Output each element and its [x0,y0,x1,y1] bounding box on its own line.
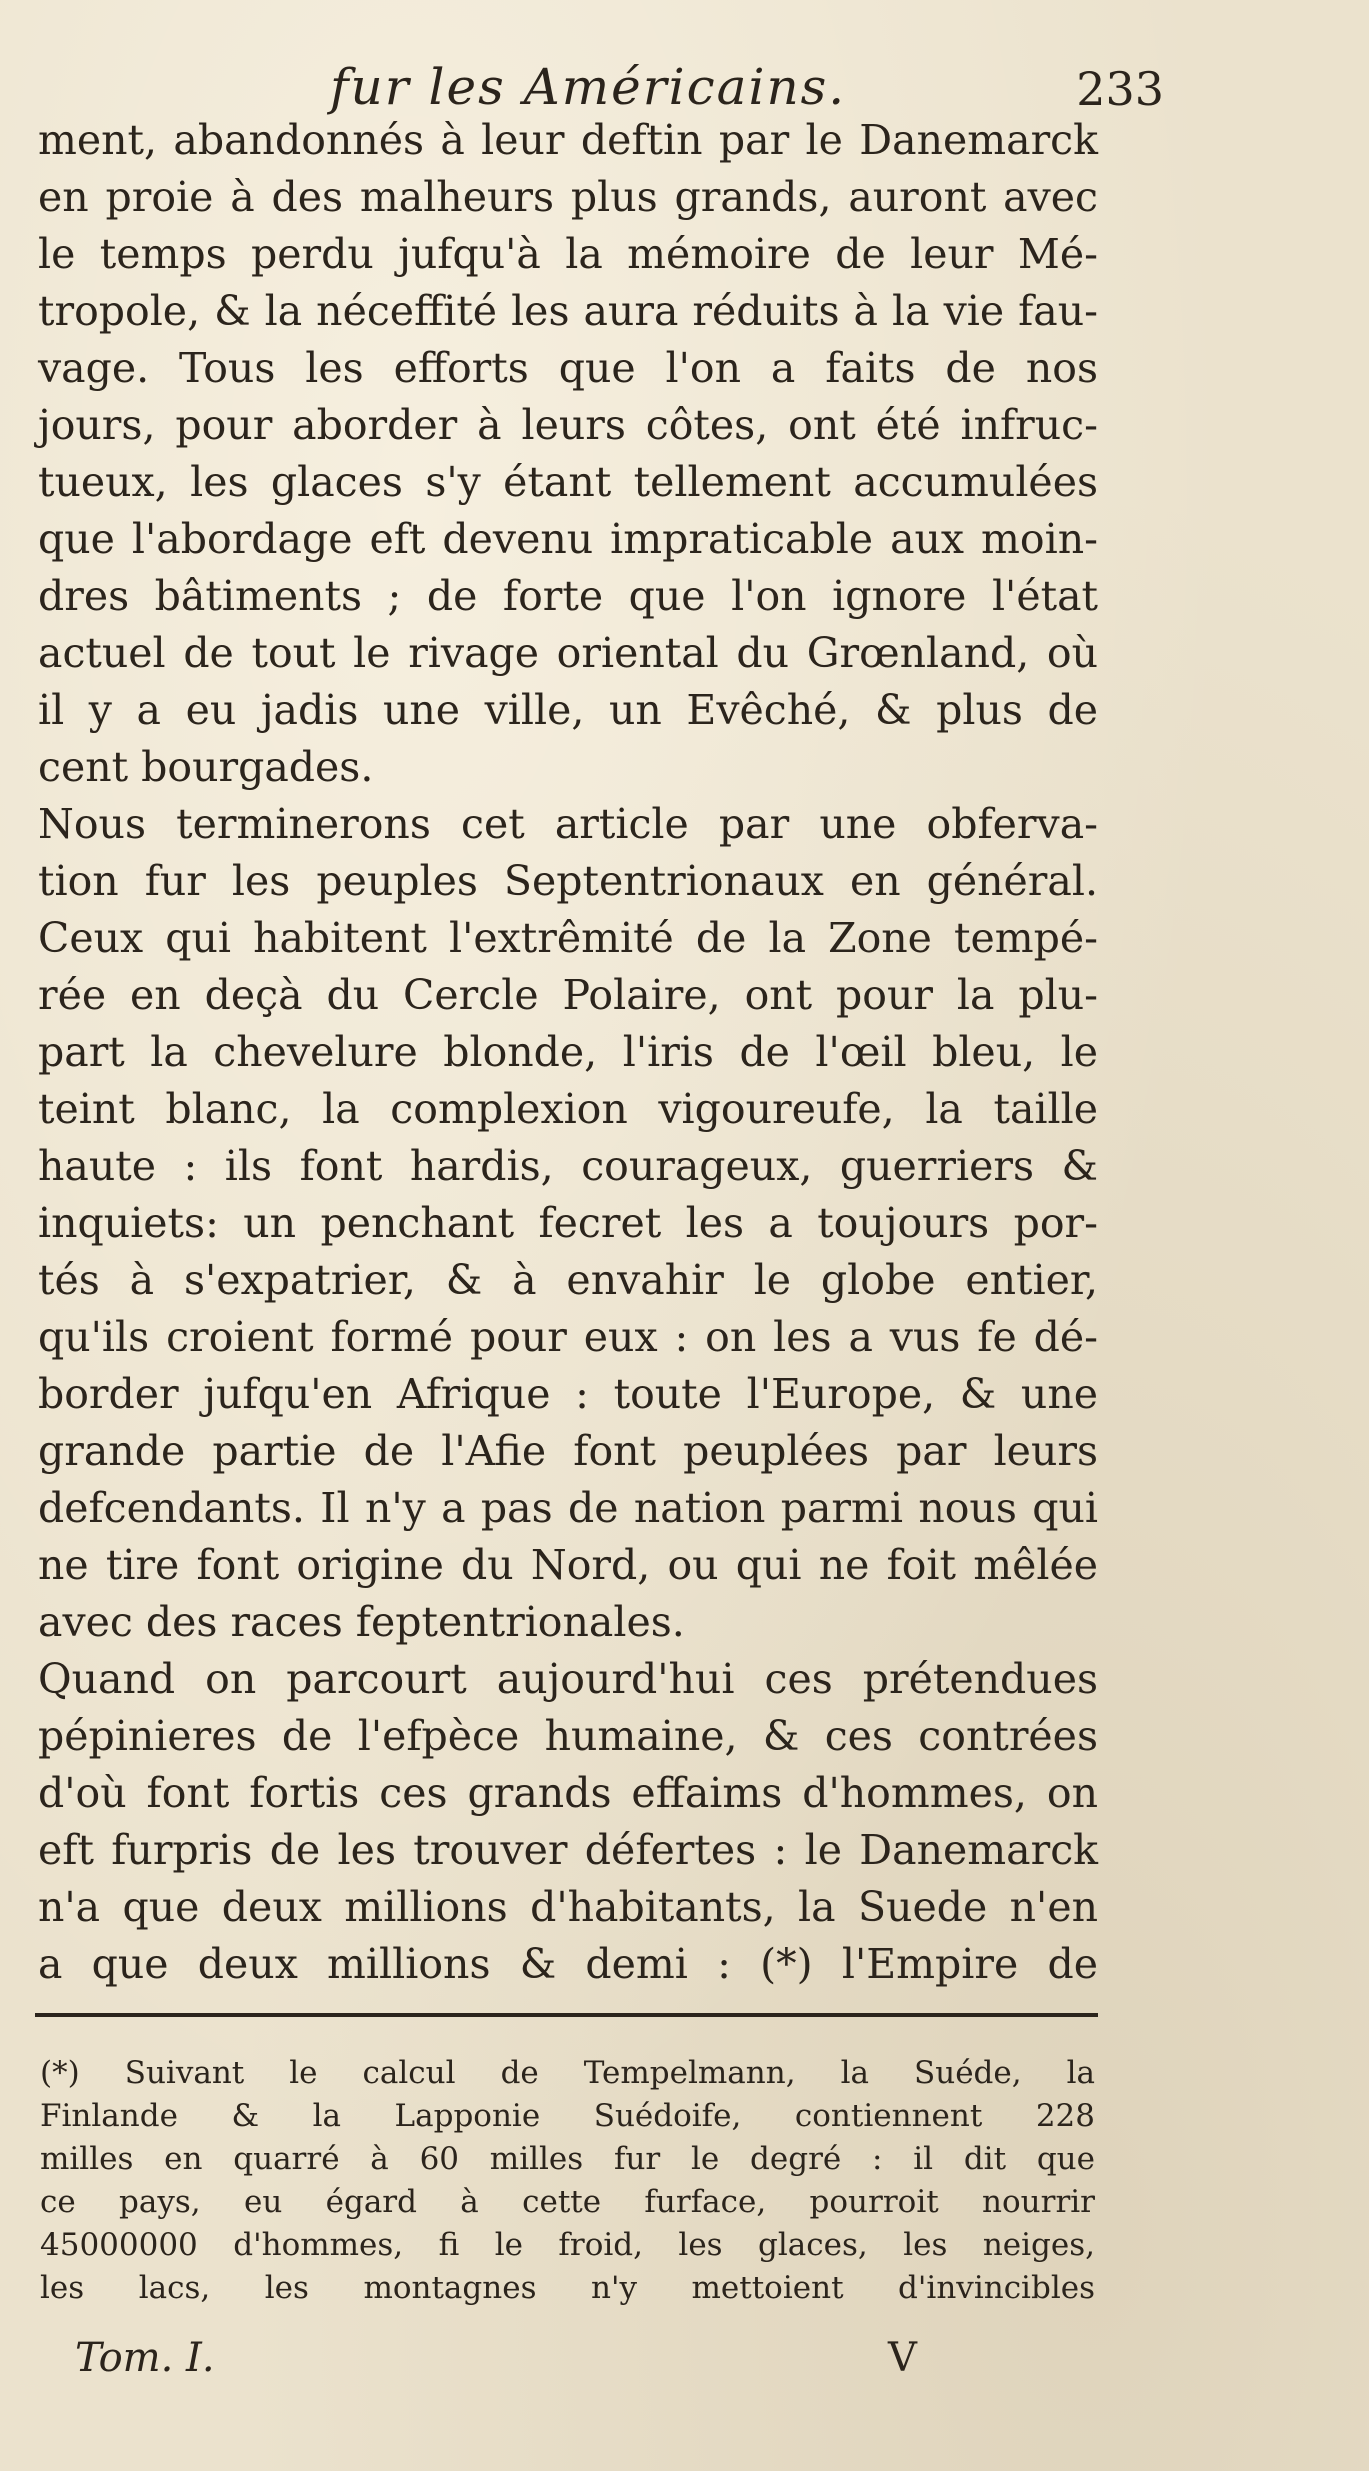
text-line: tion fur les peuples Septentrionaux en général. [38,857,1098,905]
text-line: haute : ils font hardis, courageux, guerriers & [38,1142,1098,1190]
text-line: cent bourgades. [38,743,374,791]
volume-mark: Tom. I. [75,2335,215,2381]
text-line: que l'abordage eft devenu impraticable aux moin- [38,515,1098,563]
text-line: tropole, & la néceffité les aura réduits à la vie fau- [38,287,1098,335]
text-line: jours, pour aborder à leurs côtes, ont été infruc- [38,401,1098,449]
text-line: vage. Tous les efforts que l'on a faits de nos [38,344,1098,392]
text-line: il y a eu jadis une ville, un Evêché, & plus de [38,686,1098,734]
text-line: ment, abandonnés à leur deftin par le Danemarck [38,116,1098,164]
text-line: qu'ils croient formé pour eux : on les a vus fe dé- [38,1313,1098,1361]
text-line: border jufqu'en Afrique : toute l'Europe, & une [38,1370,1098,1418]
text-line: teint blanc, la complexion vigoureufe, la taille [38,1085,1098,1133]
page-header [0,28,1369,118]
text-line: Ceux qui habitent l'extrêmité de la Zone tempé- [38,914,1098,962]
text-line: eft furpris de les trouver défertes : le Danemarck [38,1826,1098,1874]
footnote-line: (*) Suivant le calcul de Tempelmann, la Suéde, la [40,2055,1095,2091]
text-line: inquiets: un penchant fecret les a toujours por- [38,1199,1098,1247]
body-text [38,112,1098,1993]
text-line: rée en deçà du Cercle Polaire, ont pour la plu- [38,971,1098,1019]
text-line: ne tire font origine du Nord, ou qui ne foit mêlée [38,1541,1098,1589]
text-line: tés à s'expatrier, & à envahir le globe entier, [38,1256,1098,1304]
text-line: Nous terminerons cet article par une obferva- [38,800,1098,848]
text-line: n'a que deux millions d'habitants, la Suede n'en [38,1883,1098,1931]
footnote-line: les lacs, les montagnes n'y mettoient d'invincibles [40,2270,1095,2306]
text-line: tueux, les glaces s'y étant tellement accumulées [38,458,1098,506]
footnote-line: Finlande & la Lapponie Suédoife, contiennent 228 [40,2098,1095,2134]
signature-mark: V [888,2335,917,2381]
printer-signature [0,2335,1369,2395]
footnote-line: milles en quarré à 60 milles fur le degré : il dit que [40,2141,1095,2177]
footnote-line: ce pays, eu égard à cette furface, pourroit nourrir [40,2184,1095,2220]
text-line: d'où font fortis ces grands effaims d'hommes, on [38,1769,1098,1817]
text-line: actuel de tout le rivage oriental du Grœnland, où [38,629,1098,677]
text-line: en proie à des malheurs plus grands, auront avec [38,173,1098,221]
text-line: avec des races feptentrionales. [38,1598,685,1646]
text-line: Quand on parcourt aujourd'hui ces prétendues [38,1655,1098,1703]
footnote-divider [35,2013,1098,2017]
running-title: fur les Américains. [330,58,847,116]
text-line: dres bâtiments ; de forte que l'on ignore l'état [38,572,1098,620]
text-line: part la chevelure blonde, l'iris de l'œil bleu, le [38,1028,1098,1076]
text-line: defcendants. Il n'y a pas de nation parmi nous qui [38,1484,1098,1532]
footnote-line: 45000000 d'hommes, fi le froid, les glaces, les neiges, [40,2227,1095,2263]
text-line: pépinieres de l'efpèce humaine, & ces contrées [38,1712,1098,1760]
text-line: le temps perdu jufqu'à la mémoire de leur Mé- [38,230,1098,278]
text-line: grande partie de l'Afie font peuplées par leurs [38,1427,1098,1475]
footnote [40,2052,1095,2310]
page-number: 233 [1076,62,1164,116]
text-line: a que deux millions & demi : (*) l'Empire de [38,1940,1098,1988]
